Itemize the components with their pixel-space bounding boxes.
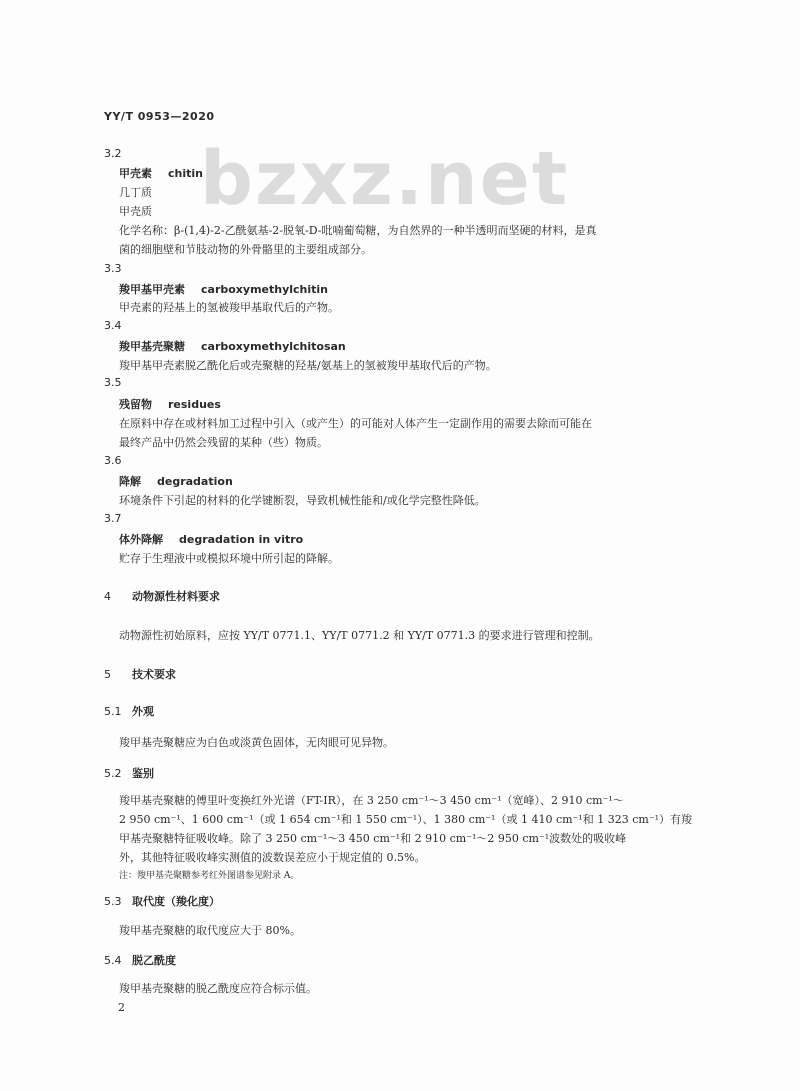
section-heading bbox=[104, 588, 220, 604]
text-line: 羧甲基壳聚糖的傅里叶变换红外光谱（FT-IR），在 3 250 cm⁻¹～3 450 cm⁻¹（宽峰）、2 910 cm⁻¹～ bbox=[119, 794, 624, 807]
section-number: 4 bbox=[104, 590, 111, 603]
note: 注：羧甲基壳聚糖参考红外图谱参见附录 A。 bbox=[119, 871, 300, 881]
term-zh: 体外降解 bbox=[119, 533, 163, 546]
text-line: 几丁质 bbox=[119, 186, 152, 199]
text-line: 羧甲基壳聚糖的脱乙酰度应符合标示值。 bbox=[119, 982, 317, 995]
text-line: 在原料中存在或材料加工过程中引入（或产生）的可能对人体产生一定副作用的需要去除而可能在 bbox=[119, 417, 592, 430]
term-zh: 残留物 bbox=[119, 398, 152, 411]
section-title: 动物源性材料要求 bbox=[132, 590, 220, 603]
clause-number: 3.5 bbox=[104, 376, 122, 389]
page-number: 2 bbox=[118, 1001, 125, 1014]
section-heading bbox=[104, 703, 154, 719]
term-heading bbox=[119, 165, 203, 181]
text-line: 2 950 cm⁻¹、1 600 cm⁻¹（或 1 654 cm⁻¹和 1 550 cm⁻¹）、1 380 cm⁻¹（或 1 410 cm⁻¹和 1 323 cm⁻¹）有羧 bbox=[119, 813, 693, 826]
term-en: degradation bbox=[157, 475, 233, 488]
text-line: 贮存于生理液中或模拟环境中所引起的降解。 bbox=[119, 552, 339, 565]
term-zh: 羧甲基壳聚糖 bbox=[119, 340, 185, 353]
text-line: 环境条件下引起的材料的化学键断裂，导致机械性能和/或化学完整性降低。 bbox=[119, 494, 486, 507]
section-title: 取代度（羧化度） bbox=[132, 895, 220, 908]
term-en: residues bbox=[168, 398, 221, 411]
clause-number: 3.7 bbox=[104, 512, 122, 525]
watermark: bzxz.net bbox=[200, 136, 570, 222]
section-title: 技术要求 bbox=[132, 668, 176, 681]
text-line: 动物源性初始原料，应按 YY/T 0771.1、YY/T 0771.2 和 YY/T 0771.3 的要求进行管理和控制。 bbox=[119, 629, 600, 642]
section-title: 外观 bbox=[132, 705, 154, 718]
section-heading bbox=[104, 893, 220, 909]
text-line: 羧甲基壳聚糖的取代度应大于 80%。 bbox=[119, 924, 301, 937]
section-heading bbox=[104, 765, 154, 781]
term-zh: 羧甲基甲壳素 bbox=[119, 283, 185, 296]
section-title: 鉴别 bbox=[132, 767, 154, 780]
term-zh: 降解 bbox=[119, 475, 141, 488]
section-number: 5 bbox=[104, 668, 111, 681]
standard-number: YY/T 0953—2020 bbox=[104, 110, 215, 123]
term-en: chitin bbox=[168, 167, 203, 180]
clause-number: 3.3 bbox=[104, 262, 122, 275]
section-heading bbox=[104, 666, 176, 682]
text-line: 最终产品中仍然会残留的某种（些）物质。 bbox=[119, 436, 328, 449]
section-heading bbox=[104, 952, 176, 968]
section-title: 脱乙酰度 bbox=[132, 954, 176, 967]
term-en: carboxymethylchitin bbox=[201, 283, 328, 296]
text-line: 化学名称：β-(1,4)-2-乙酰氨基-2-脱氧-D-吡喃葡萄糖，为自然界的一种半透明而坚硬的材料，是真 bbox=[119, 224, 597, 237]
clause-number: 3.2 bbox=[104, 147, 122, 160]
term-heading bbox=[119, 531, 303, 547]
text-line: 羧甲基甲壳素脱乙酰化后或壳聚糖的羟基/氨基上的氢被羧甲基取代后的产物。 bbox=[119, 359, 497, 372]
text-line: 菌的细胞壁和节肢动物的外骨骼里的主要组成部分。 bbox=[119, 243, 372, 256]
term-heading bbox=[119, 281, 328, 297]
clause-number: 3.6 bbox=[104, 454, 122, 467]
text-line: 甲壳素的羟基上的氢被羧甲基取代后的产物。 bbox=[119, 301, 339, 314]
term-heading bbox=[119, 338, 346, 354]
term-en: carboxymethylchitosan bbox=[201, 340, 346, 353]
text-line: 甲基壳聚糖特征吸收峰。除了 3 250 cm⁻¹～3 450 cm⁻¹和 2 910 cm⁻¹～2 950 cm⁻¹波数处的吸收峰 bbox=[119, 832, 627, 845]
text-line: 外，其他特征吸收峰实测值的波数误差应小于规定值的 0.5%。 bbox=[119, 851, 426, 864]
section-number: 5.3 bbox=[104, 895, 122, 908]
text-line: 羧甲基壳聚糖应为白色或淡黄色固体，无肉眼可见异物。 bbox=[119, 736, 394, 749]
term-heading bbox=[119, 473, 233, 489]
term-zh: 甲壳素 bbox=[119, 167, 152, 180]
text-line: 甲壳质 bbox=[119, 205, 152, 218]
term-en: degradation in vitro bbox=[179, 533, 304, 546]
section-number: 5.1 bbox=[104, 705, 122, 718]
term-heading bbox=[119, 396, 221, 412]
section-number: 5.4 bbox=[104, 954, 122, 967]
section-number: 5.2 bbox=[104, 767, 122, 780]
clause-number: 3.4 bbox=[104, 319, 122, 332]
